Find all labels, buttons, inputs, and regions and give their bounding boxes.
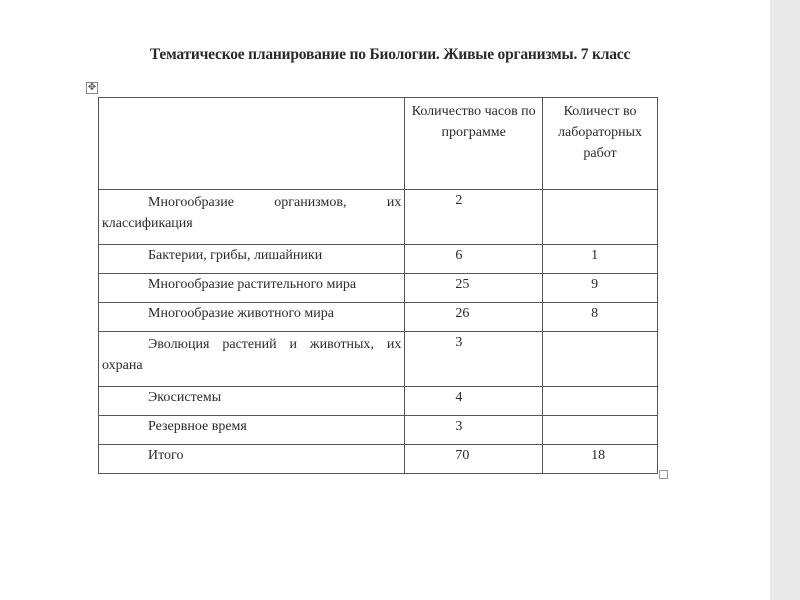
page-title: Тематическое планирование по Биологии. Живые организмы. 7 класс [149,46,631,63]
topic-text: Многообразие животного мира [148,306,334,321]
table-header-row [99,98,658,190]
labs-cell [543,332,658,387]
hours-cell: 2 [405,190,543,245]
header-hours: Количество часов по программе [405,98,543,190]
header-labs: Количест во лабораторных работ [543,98,658,190]
labs-cell: 18 [543,445,658,474]
table-row [99,303,658,332]
topic-cell [99,274,405,303]
topic-cell [99,303,405,332]
topic-cell [99,416,405,445]
header-topic [99,98,405,190]
hours-cell: 4 [405,387,543,416]
topic-text: Экосистемы [148,390,222,405]
topic-line: охрана [102,358,143,373]
hours-cell: 3 [405,416,543,445]
topic-cell [99,332,405,387]
table-row [99,274,658,303]
topic-line: Многообразие организмов, их [148,195,402,210]
hours-cell: 70 [405,445,543,474]
topic-text: Резервное время [148,419,247,434]
labs-cell: 8 [543,303,658,332]
labs-cell [543,416,658,445]
labs-cell [543,387,658,416]
topic-cell [99,190,405,245]
table-row [99,332,658,387]
table-row-total [99,445,658,474]
table-row [99,387,658,416]
topic-text: Итого [148,448,184,463]
table-move-handle-icon[interactable]: ✥ [87,82,97,93]
topic-line: Эволюция растений и животных, их [148,337,402,352]
topic-cell [99,245,405,274]
topic-text: Многообразие растительного мира [148,277,357,292]
topic-text: Бактерии, грибы, лишайники [148,248,323,263]
hours-cell: 6 [405,245,543,274]
topic-cell [99,445,405,474]
hours-cell: 3 [405,332,543,387]
topic-cell [99,387,405,416]
table-row [99,416,658,445]
table-row [99,245,658,274]
planning-table [98,97,658,474]
table-row [99,190,658,245]
slide-edge-band [770,0,800,600]
topic-line: классификация [102,216,193,231]
hours-cell: 26 [405,303,543,332]
table-resize-handle[interactable] [659,470,668,479]
labs-cell: 9 [543,274,658,303]
labs-cell [543,190,658,245]
labs-cell: 1 [543,245,658,274]
hours-cell: 25 [405,274,543,303]
